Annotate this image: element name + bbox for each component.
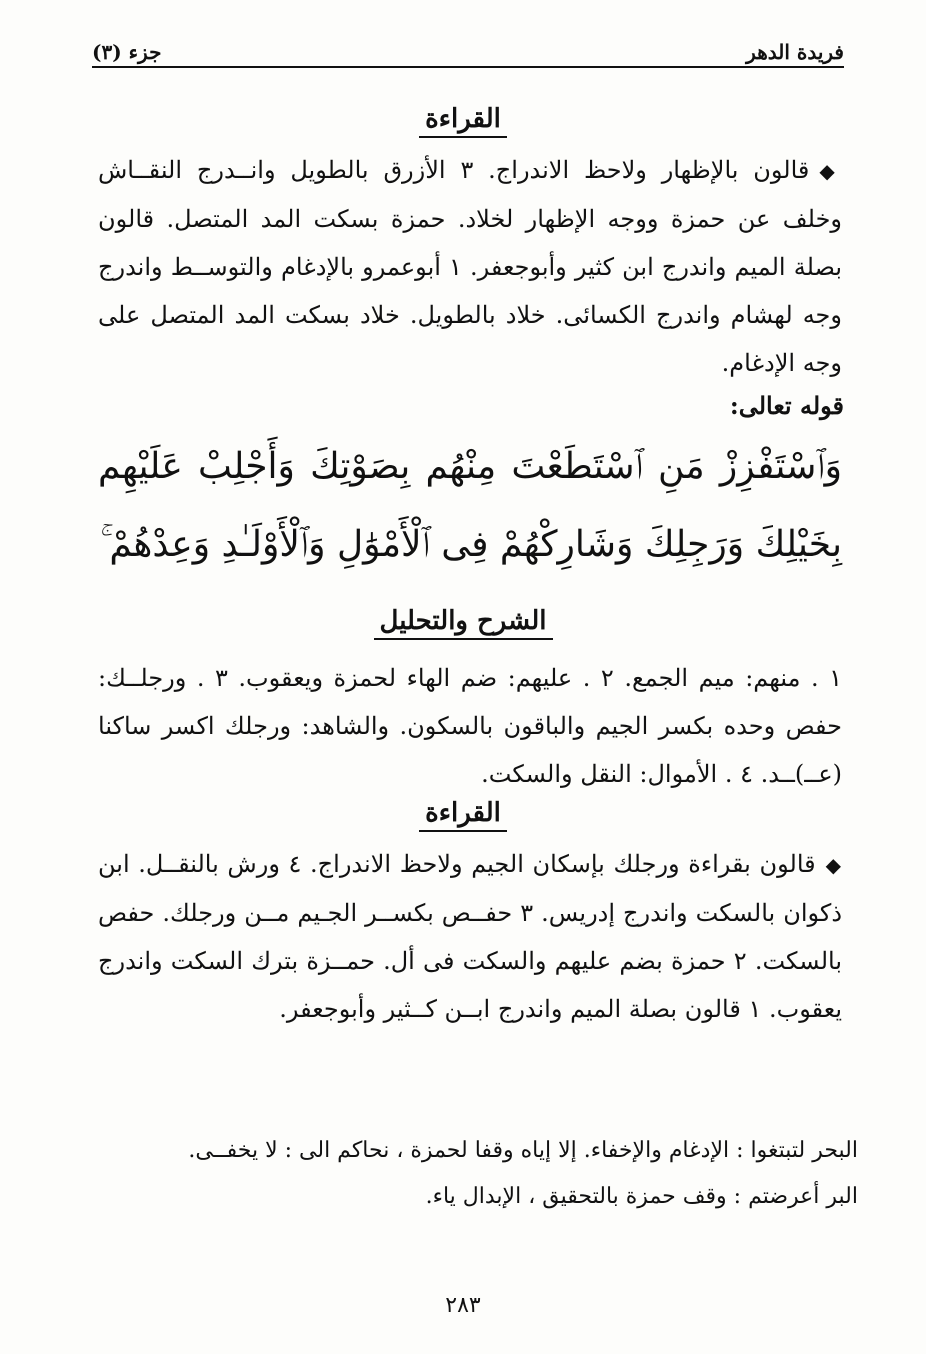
quran-verse: وَٱسْتَفْزِزْ مَنِ ٱسْتَطَعْتَ مِنْهُم بِصَوْتِكَ وَأَجْلِبْ عَلَيْهِم بِخَيْلِكَ وَرَجِلِكَ وَشَارِكْهُمْ فِى ٱلْأَمْوَٰلِ وَٱلْأَوْلَـٰدِ وَعِدْهُمْ ۚ [98,446,842,565]
page-header [92,30,844,68]
reading-text-2: قالون بقراءة ورجلك بإسكان الجيم ولاحظ الاندراج. ٤ ورش بالنقــل. ابن ذكوان بالسكت واندرج إدريس. ٣ حفــص بكســر الجـيم مــن ورجلك. حفص بالسكت. ٢ حمزة بضم عليهم والسكت فى أل. حمــزة بترك السكت واندرج يعقوب. ١ قالون بصلة الميم واندرج ابــن كــثير وأبوجعفر. [98,850,843,1023]
verse-intro: قوله تعالى: [729,391,844,420]
bullet-icon: ◆ [825,853,842,877]
section-title-explanation: الشرح والتحليل [0,606,926,640]
book-title: فريدة الدهر [746,40,844,64]
reading-text-1: قالون بالإظهار ولاحظ الاندراج. ٣ الأزرق بالطويل وانــدرج النقــاش وخلف عن حمزة ووجه الإظهار لخلاد. حمزة بسكت المد المتصل. قالون بصلة الميم واندرج ابن كثير وأبوجعفر. ١ أبوعمرو بالإدغام والتوســط واندرج وجه لهشام واندرج الكسائى. خلاد بالطويل. خلاد بسكت المد المتصل على وجه الإدغام. [98,156,843,377]
footnote-line-1: البحر لتبتغوا : الإدغام والإخفاء. إلا إياه وقفا لحمزة ، نحاكم الى : لا يخفــى. [188,1138,858,1163]
page-number: ٢٨٣ [445,1293,481,1318]
footnote-line-2: البر أعرضتم : وقف حمزة بالتحقيق ، الإبدال ياء. [425,1184,858,1209]
reading-paragraph-1 [98,146,842,387]
bullet-icon: ◆ [819,159,843,183]
reading-paragraph-2 [98,840,842,1033]
section-title-reading-2: القراءة [0,798,926,832]
part-label: جزء (٣) [92,40,162,64]
section-title-reading-1: القراءة [0,104,926,138]
explanation-paragraph: ١ . منهم: ميم الجمع. ٢ . عليهم: ضم الهاء لحمزة ويعقوب. ٣ . ورجلــك: حفص وحده بكسر الجيم والباقون بالسكون. والشاهد: ورجلك اكسر ساكنا (عــ)ــد. ٤ . الأموال: النقل والسكت. [98,664,842,788]
